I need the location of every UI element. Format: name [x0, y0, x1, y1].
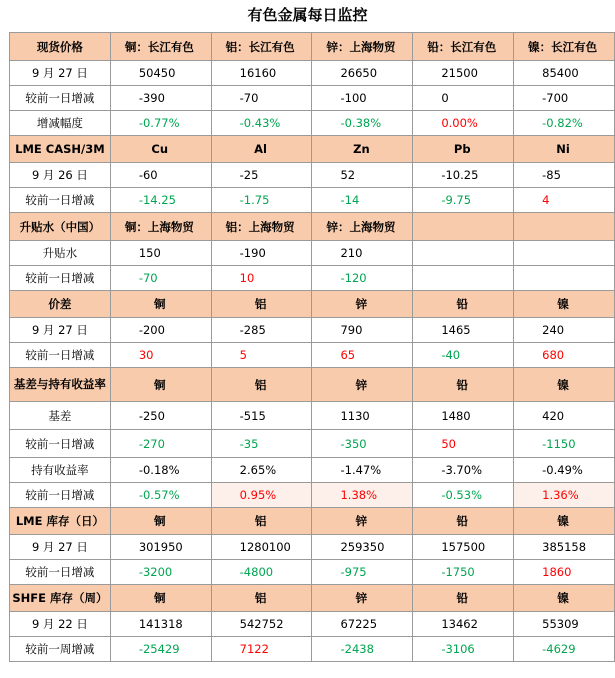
- column-header-cell: 铜: [110, 585, 211, 612]
- value-cell: 0.00%: [413, 111, 514, 136]
- value-cell: -2438: [312, 637, 413, 662]
- section-header-row: [10, 33, 615, 61]
- value-cell: -285: [211, 318, 312, 343]
- row-label-cell: 较前一日增减: [10, 188, 111, 213]
- row-label-cell: 较前一日增减: [10, 483, 111, 508]
- table-row: [10, 343, 615, 368]
- section-title-cell: SHFE 库存（周）: [10, 585, 111, 612]
- section-title-cell: 升贴水（中国）: [10, 213, 111, 241]
- section-title-cell: 基差与持有收益率: [10, 368, 111, 402]
- value-cell: 4: [514, 188, 615, 213]
- column-header-cell: 镍: [514, 585, 615, 612]
- value-cell: -1.47%: [312, 458, 413, 483]
- row-label-cell: 较前一日增减: [10, 343, 111, 368]
- column-header-cell: [413, 213, 514, 241]
- column-header-cell: 镍: [514, 291, 615, 318]
- value-cell: -3106: [413, 637, 514, 662]
- value-cell: 85400: [514, 61, 615, 86]
- value-cell: -200: [110, 318, 211, 343]
- value-cell: -35: [211, 430, 312, 458]
- table-row: [10, 430, 615, 458]
- column-header-cell: 铝：长江有色: [211, 33, 312, 61]
- value-cell: 150: [110, 241, 211, 266]
- value-cell: 30: [110, 343, 211, 368]
- row-label-cell: 较前一日增减: [10, 86, 111, 111]
- section-header-row: [10, 136, 615, 163]
- value-cell: 210: [312, 241, 413, 266]
- value-cell: -70: [211, 86, 312, 111]
- value-cell: 1465: [413, 318, 514, 343]
- column-header-cell: 铅: [413, 291, 514, 318]
- column-header-cell: 锌: [312, 585, 413, 612]
- column-header-cell: 铅: [413, 508, 514, 535]
- value-cell: 50450: [110, 61, 211, 86]
- section-header-row: [10, 508, 615, 535]
- column-header-cell: 铜：长江有色: [110, 33, 211, 61]
- table-row: [10, 458, 615, 483]
- value-cell: -0.43%: [211, 111, 312, 136]
- table-row: [10, 318, 615, 343]
- row-label-cell: 较前一日增减: [10, 560, 111, 585]
- column-header-cell: 铝: [211, 585, 312, 612]
- value-cell: -0.38%: [312, 111, 413, 136]
- value-cell: -515: [211, 402, 312, 430]
- value-cell: 240: [514, 318, 615, 343]
- value-cell: 1130: [312, 402, 413, 430]
- value-cell: -10.25: [413, 163, 514, 188]
- value-cell: 1480: [413, 402, 514, 430]
- value-cell: -190: [211, 241, 312, 266]
- column-header-cell: 铝: [211, 368, 312, 402]
- value-cell: 259350: [312, 535, 413, 560]
- value-cell: [413, 241, 514, 266]
- value-cell: -700: [514, 86, 615, 111]
- value-cell: -120: [312, 266, 413, 291]
- value-cell: [413, 266, 514, 291]
- row-label-cell: 持有收益率: [10, 458, 111, 483]
- row-label-cell: 较前一日增减: [10, 430, 111, 458]
- value-cell: [514, 266, 615, 291]
- value-cell: -0.18%: [110, 458, 211, 483]
- value-cell: -975: [312, 560, 413, 585]
- value-cell: -1.75: [211, 188, 312, 213]
- section-header-row: [10, 368, 615, 402]
- table-row: [10, 535, 615, 560]
- value-cell: 65: [312, 343, 413, 368]
- section-header-row: [10, 291, 615, 318]
- section-title-cell: LME 库存（日）: [10, 508, 111, 535]
- value-cell: -4800: [211, 560, 312, 585]
- value-cell: 680: [514, 343, 615, 368]
- value-cell: -14.25: [110, 188, 211, 213]
- row-label-cell: 9 月 27 日: [10, 535, 111, 560]
- table-row: [10, 483, 615, 508]
- table-row: [10, 111, 615, 136]
- section-header-row: [10, 213, 615, 241]
- table-body: [10, 33, 615, 662]
- value-cell: 301950: [110, 535, 211, 560]
- column-header-cell: 锌: [312, 508, 413, 535]
- table-row: [10, 612, 615, 637]
- column-header-cell: Cu: [110, 136, 211, 163]
- value-cell: 7122: [211, 637, 312, 662]
- column-header-cell: 镍: [514, 508, 615, 535]
- table-row: [10, 163, 615, 188]
- value-cell: -14: [312, 188, 413, 213]
- row-label-cell: 升贴水: [10, 241, 111, 266]
- value-cell: -70: [110, 266, 211, 291]
- value-cell: -250: [110, 402, 211, 430]
- column-header-cell: 锌: [312, 368, 413, 402]
- section-title-cell: 价差: [10, 291, 111, 318]
- value-cell: 0.95%: [211, 483, 312, 508]
- value-cell: -100: [312, 86, 413, 111]
- row-label-cell: 较前一周增减: [10, 637, 111, 662]
- value-cell: -60: [110, 163, 211, 188]
- value-cell: 67225: [312, 612, 413, 637]
- value-cell: -9.75: [413, 188, 514, 213]
- value-cell: 1860: [514, 560, 615, 585]
- value-cell: 26650: [312, 61, 413, 86]
- value-cell: -40: [413, 343, 514, 368]
- column-header-cell: Ni: [514, 136, 615, 163]
- column-header-cell: 铝: [211, 291, 312, 318]
- value-cell: 1.36%: [514, 483, 615, 508]
- value-cell: 385158: [514, 535, 615, 560]
- value-cell: -0.82%: [514, 111, 615, 136]
- value-cell: 2.65%: [211, 458, 312, 483]
- value-cell: 157500: [413, 535, 514, 560]
- table-row: [10, 241, 615, 266]
- value-cell: -0.77%: [110, 111, 211, 136]
- value-cell: -1150: [514, 430, 615, 458]
- table-row: [10, 402, 615, 430]
- column-header-cell: 铅: [413, 585, 514, 612]
- row-label-cell: 较前一日增减: [10, 266, 111, 291]
- value-cell: -85: [514, 163, 615, 188]
- value-cell: 55309: [514, 612, 615, 637]
- table-row: [10, 188, 615, 213]
- table-row: [10, 86, 615, 111]
- column-header-cell: 锌：上海物贸: [312, 33, 413, 61]
- section-title-cell: 现货价格: [10, 33, 111, 61]
- value-cell: -390: [110, 86, 211, 111]
- section-title-cell: LME CASH/3M: [10, 136, 111, 163]
- column-header-cell: 铝：上海物贸: [211, 213, 312, 241]
- page-title: 有色金属每日监控: [247, 6, 368, 24]
- column-header-cell: 铜: [110, 368, 211, 402]
- column-header-cell: 镍: [514, 368, 615, 402]
- column-header-cell: Zn: [312, 136, 413, 163]
- row-label-cell: 基差: [10, 402, 111, 430]
- column-header-cell: 锌：上海物贸: [312, 213, 413, 241]
- row-label-cell: 9 月 22 日: [10, 612, 111, 637]
- column-header-cell: 铜: [110, 291, 211, 318]
- column-header-cell: 镍：长江有色: [514, 33, 615, 61]
- value-cell: [514, 241, 615, 266]
- value-cell: 5: [211, 343, 312, 368]
- value-cell: -4629: [514, 637, 615, 662]
- table-row: [10, 266, 615, 291]
- column-header-cell: 锌: [312, 291, 413, 318]
- column-header-cell: 铅：长江有色: [413, 33, 514, 61]
- value-cell: 790: [312, 318, 413, 343]
- value-cell: -1750: [413, 560, 514, 585]
- row-label-cell: 增减幅度: [10, 111, 111, 136]
- value-cell: -25429: [110, 637, 211, 662]
- value-cell: 141318: [110, 612, 211, 637]
- value-cell: -25: [211, 163, 312, 188]
- section-header-row: [10, 585, 615, 612]
- metals-monitor-table: [9, 32, 615, 662]
- row-label-cell: 9 月 26 日: [10, 163, 111, 188]
- value-cell: 50: [413, 430, 514, 458]
- column-header-cell: [514, 213, 615, 241]
- table-row: [10, 61, 615, 86]
- value-cell: -3200: [110, 560, 211, 585]
- value-cell: 0: [413, 86, 514, 111]
- value-cell: 10: [211, 266, 312, 291]
- value-cell: 1.38%: [312, 483, 413, 508]
- table-row: [10, 637, 615, 662]
- row-label-cell: 9 月 27 日: [10, 318, 111, 343]
- value-cell: -0.53%: [413, 483, 514, 508]
- column-header-cell: 铜：上海物贸: [110, 213, 211, 241]
- value-cell: 420: [514, 402, 615, 430]
- column-header-cell: Al: [211, 136, 312, 163]
- value-cell: 52: [312, 163, 413, 188]
- value-cell: 1280100: [211, 535, 312, 560]
- value-cell: -3.70%: [413, 458, 514, 483]
- value-cell: -350: [312, 430, 413, 458]
- value-cell: -0.57%: [110, 483, 211, 508]
- column-header-cell: Pb: [413, 136, 514, 163]
- row-label-cell: 9 月 27 日: [10, 61, 111, 86]
- column-header-cell: 铅: [413, 368, 514, 402]
- table-row: [10, 560, 615, 585]
- value-cell: -0.49%: [514, 458, 615, 483]
- value-cell: 21500: [413, 61, 514, 86]
- value-cell: 13462: [413, 612, 514, 637]
- value-cell: 16160: [211, 61, 312, 86]
- column-header-cell: 铝: [211, 508, 312, 535]
- value-cell: -270: [110, 430, 211, 458]
- column-header-cell: 铜: [110, 508, 211, 535]
- value-cell: 542752: [211, 612, 312, 637]
